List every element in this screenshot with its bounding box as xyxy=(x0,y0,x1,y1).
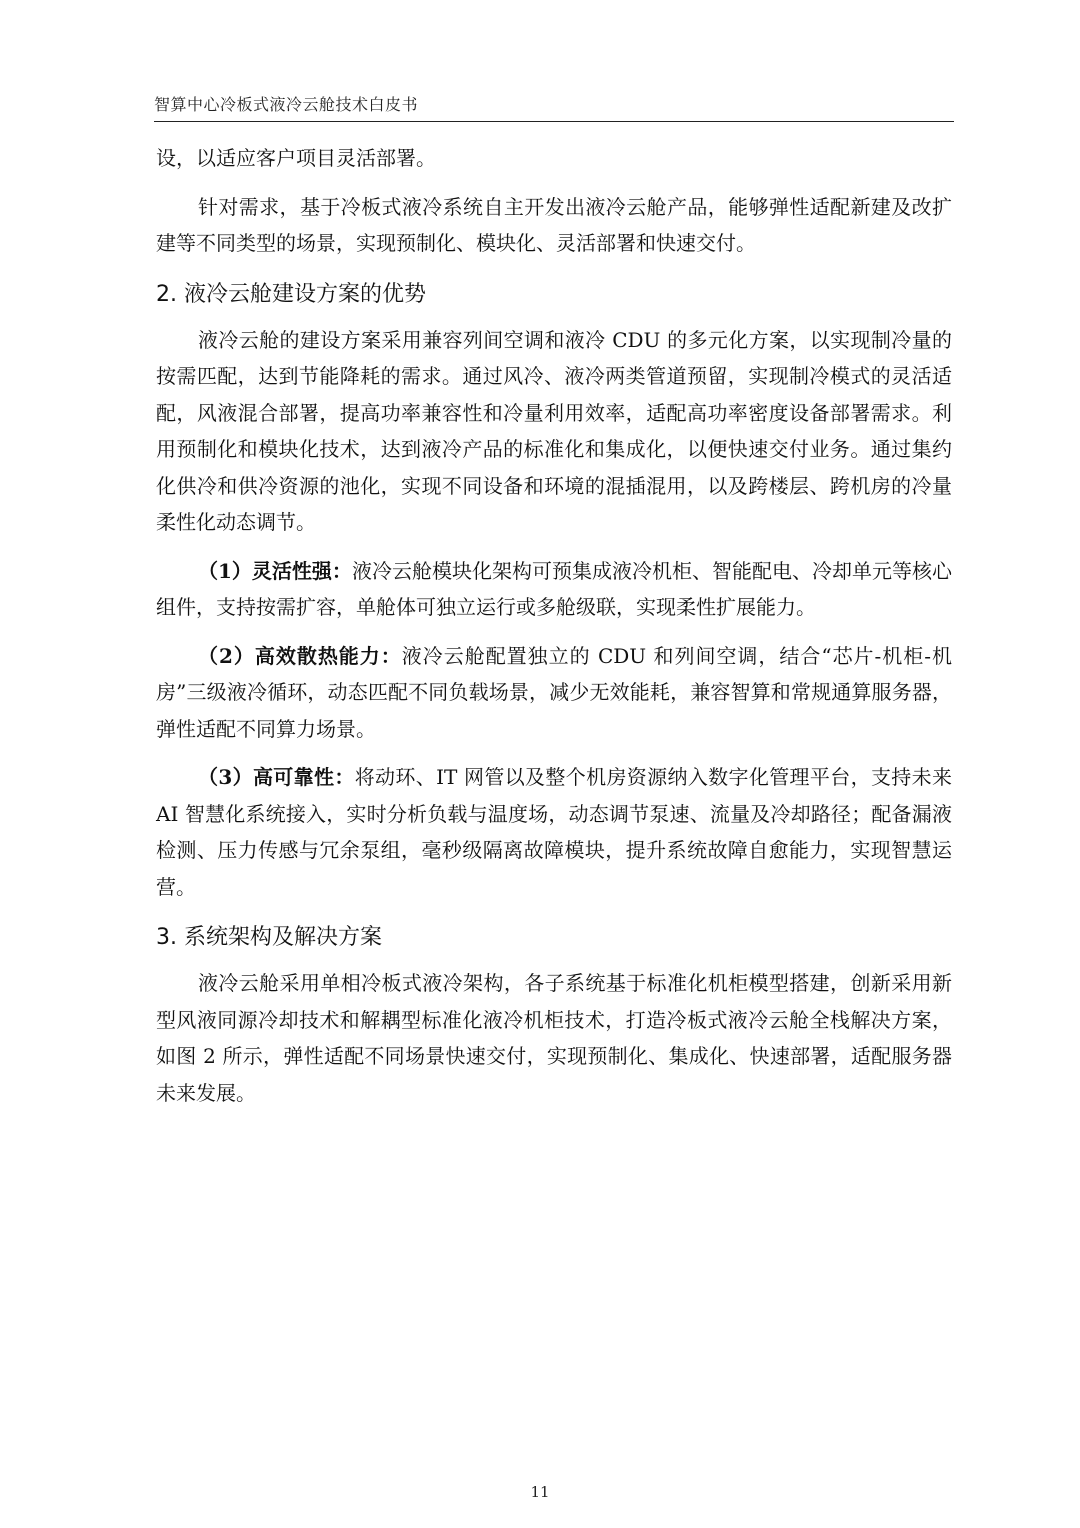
intro-paragraph: 针对需求，基于冷板式液冷系统自主开发出液冷云舱产品，能够弹性适配新建及改扩建等不同类型的场景，实现预制化、模块化、灵活部署和快速交付。 xyxy=(156,194,952,255)
advantage-point-2 xyxy=(156,638,952,748)
section-2-paragraph: 液冷云舱的建设方案采用兼容列间空调和液冷 CDU 的多元化方案，以实现制冷量的按需匹配，达到节能降耗的需求。通过风冷、液冷两类管道预留，实现制冷模式的灵活适配，风液混合部署，提高功率兼容性和冷量利用效率，适配高功率密度设备部署需求。利用预制化和模块化技术，达到液冷产品的标准化和集成化，以便快速交付业务。通过集约化供冷和供冷资源的池化，实现不同设备和环境的混插混用，以及跨楼层、跨机房的冷量柔性化动态调节。 xyxy=(156,327,952,534)
advantage-point-1-text: 液冷云舱模块化架构可预集成液冷机柜、智能配电、冷却单元等核心组件，支持按需扩容，单舱体可独立运行或多舱级联，实现柔性扩展能力。 xyxy=(156,558,952,619)
advantage-point-2-text: 液冷云舱配置独立的 CDU 和列间空调，结合“芯片-机柜-机房”三级液冷循环，动态匹配不同负载场景，减少无效能耗，兼容智算和常规通算服务器，弹性适配不同算力场景。 xyxy=(156,643,952,741)
body-content xyxy=(156,140,952,1111)
advantage-point-2-lead: （2）高效散热能力： xyxy=(198,643,402,668)
section-3-paragraph: 液冷云舱采用单相冷板式液冷架构，各子系统基于标准化机柜模型搭建，创新采用新型风液同源冷却技术和解耦型标准化液冷机柜技术，打造冷板式液冷云舱全栈解决方案，如图 2 所示，弹性适配不同场景快速交付，实现预制化、集成化、快速部署，适配服务器未来发展。 xyxy=(156,971,952,1105)
advantage-point-3-text: 将动环、IT 网管以及整个机房资源纳入数字化管理平台，支持未来 AI 智慧化系统接入，实时分析负载与温度场，动态调节泵速、流量及冷却路径；配备漏液检测、压力传感与冗余泵组，毫秒级隔离故障模块，提升系统故障自愈能力，实现智慧运营。 xyxy=(156,765,952,899)
advantage-point-3-lead: （3）高可靠性： xyxy=(198,765,355,789)
section-2-title: 2. 液冷云舱建设方案的优势 xyxy=(156,281,426,307)
continuation-paragraph: 设，以适应客户项目灵活部署。 xyxy=(156,146,436,170)
header-rule xyxy=(154,121,954,122)
page-number: 11 xyxy=(530,1483,550,1501)
running-header: 智算中心冷板式液冷云舱技术白皮书 xyxy=(154,95,419,114)
advantage-point-1 xyxy=(156,553,952,626)
advantage-point-1-lead: （1）灵活性强： xyxy=(198,558,352,583)
advantage-point-3 xyxy=(156,759,952,905)
section-3-title: 3. 系统架构及解决方案 xyxy=(156,925,382,950)
